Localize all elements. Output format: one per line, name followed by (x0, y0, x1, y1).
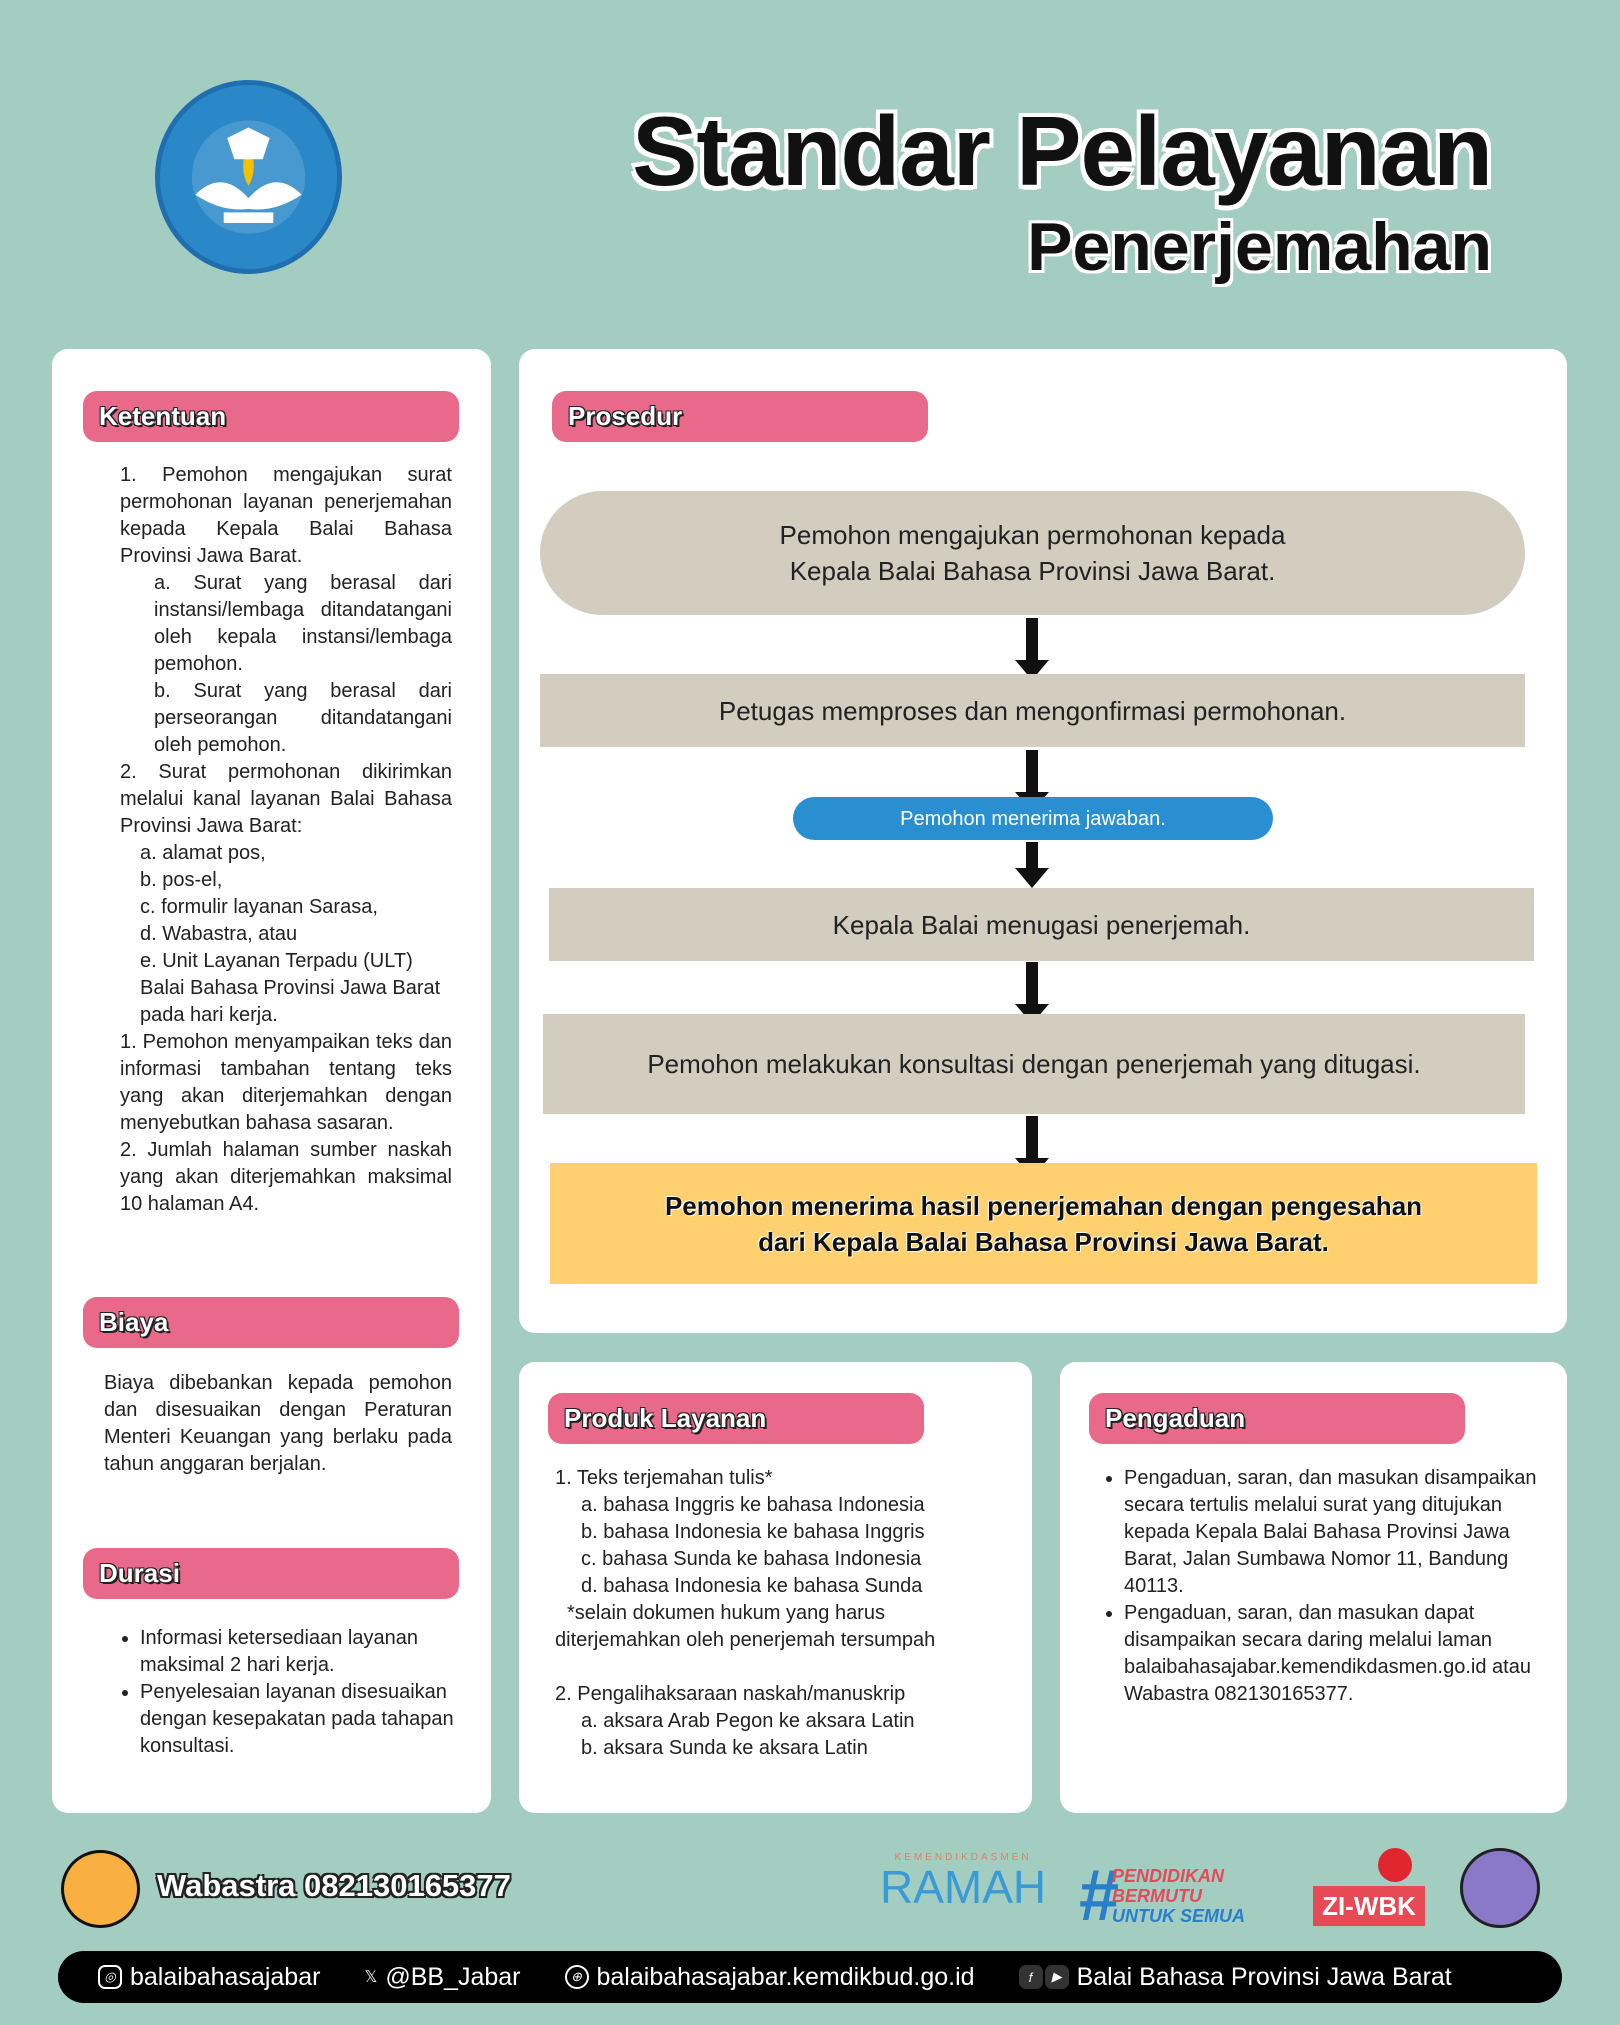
page-title: Standar Pelayanan (632, 96, 1492, 206)
list-item: d. Wabastra, atau (140, 923, 298, 945)
list-item: a. aksara Arab Pegon ke aksara Latin (581, 1710, 915, 1732)
arrow-down-icon (1026, 962, 1038, 1008)
step-2: Petugas memproses dan mengonfirmasi permohonan. (540, 674, 1525, 747)
footer-instagram[interactable] (98, 1963, 320, 1992)
arrow-down-icon (1026, 618, 1038, 664)
arrow-down-icon (1026, 750, 1038, 796)
pengaduan-list (1104, 1465, 1544, 1708)
prosedur-header: Prosedur (552, 391, 928, 442)
list-item: 2. Pengalihaksaraan naskah/manuskrip (555, 1683, 906, 1705)
hashtag-icon: # (1078, 1856, 1119, 1936)
pengaduan-header: Pengaduan (1089, 1393, 1465, 1444)
list-item: 2. Surat permohonan dikirimkan melalui kanal layanan Balai Bahasa Provinsi Jawa Barat: (120, 761, 452, 837)
list-item: • Penyelesaian layanan disesuaikan dengan kesepakatan pada tahapan konsultasi. (140, 1679, 460, 1760)
ziwbk-logo: ZI-WBK (1313, 1886, 1425, 1926)
ketentuan-header: Ketentuan (83, 391, 459, 442)
list-item: 1. Pemohon mengajukan surat permohonan layanan penerjemahan kepada Kepala Balai Bahasa Provinsi Jawa Barat. (120, 464, 452, 567)
list-item: a. Surat yang berasal dari instansi/lembaga ditandatangani oleh kepala instansi/lembaga pemohon. (154, 572, 452, 675)
x-icon: 𝕏 (364, 1969, 378, 1986)
step-6: Pemohon menerima hasil penerjemahan dengan pengesahan dari Kepala Balai Bahasa Provinsi Jawa Barat. (550, 1163, 1537, 1284)
x-handle: @BB_Jabar (385, 1962, 521, 1991)
list-item: b. Surat yang berasal dari perseorangan ditandatangani oleh pemohon. (154, 680, 452, 756)
badge-line: UNTUK SEMUA (1112, 1906, 1246, 1926)
list-item: b. bahasa Indonesia ke bahasa Inggris (581, 1521, 925, 1543)
ramah-logo (880, 1852, 1046, 1911)
footer-x[interactable] (364, 1963, 520, 1992)
list-item: d. bahasa Indonesia ke bahasa Sunda (581, 1575, 923, 1597)
ramah-top: KEMENDIKDASMEN (894, 1852, 1032, 1863)
list-item: b. pos-el, (140, 869, 223, 891)
instagram-handle: balaibahasajabar (130, 1962, 321, 1991)
pendidikan-bermutu-logo (1078, 1855, 1245, 1937)
arrow-down-icon (1026, 1116, 1038, 1162)
instagram-icon: ◎ (98, 1965, 122, 1989)
step-4: Kepala Balai menugasi penerjemah. (549, 888, 1534, 961)
step-1: Pemohon mengajukan permohonan kepada Kepala Balai Bahasa Provinsi Jawa Barat. (540, 491, 1525, 615)
berani-badge-icon (1378, 1848, 1412, 1882)
note: *selain dokumen hukum yang harus (567, 1602, 885, 1624)
footer-facebook[interactable] (1019, 1963, 1452, 1992)
biaya-header: Biaya (83, 1297, 459, 1348)
list-item: c. bahasa Sunda ke bahasa Indonesia (581, 1548, 922, 1570)
list-item: • Pengaduan, saran, dan masukan disampaikan secara tertulis melalui surat yang ditujukan kepada Kepala Balai Bahasa Provinsi Jawa Barat, Jalan Sumbawa Nomor 11, Bandung 40113. (1124, 1465, 1544, 1600)
list-item: c. formulir layanan Sarasa, (140, 896, 378, 918)
ketentuan-list (120, 462, 452, 1218)
list-item: • Informasi ketersediaan layanan maksimal 2 hari kerja. (140, 1625, 460, 1679)
pelayanan-badge-icon (1460, 1848, 1540, 1928)
footer-social-bar (58, 1951, 1562, 2003)
wabastra-logo (61, 1850, 140, 1928)
list-item: 1. Teks terjemahan tulis* (555, 1467, 773, 1489)
website-link: balaibahasajabar.kemdikbud.go.id (596, 1962, 975, 1991)
wabastra-contact: Wabastra 082130165377 (157, 1868, 511, 1903)
tut-wuri-handayani-logo (155, 80, 342, 274)
youtube-icon: ▶ (1045, 1965, 1069, 1989)
list-item: • Pengaduan, saran, dan masukan dapat disampaikan secara daring melalui laman balaibahasajabar.kemendikdasmen.go.id atau Wabastra 082130165377. (1124, 1600, 1544, 1708)
list-item: a. alamat pos, (140, 842, 266, 864)
footer-web[interactable] (565, 1963, 975, 1992)
note: diterjemahkan oleh penerjemah tersumpah (555, 1629, 936, 1651)
list-item: b. aksara Sunda ke aksara Latin (581, 1737, 868, 1759)
arrow-down-icon (1026, 842, 1038, 872)
produk-list (555, 1465, 1025, 1762)
list-item: a. bahasa Inggris ke bahasa Indonesia (581, 1494, 925, 1516)
durasi-list (120, 1625, 460, 1760)
facebook-name: Balai Bahasa Provinsi Jawa Barat (1076, 1962, 1452, 1991)
ramah-text: RAMAH (880, 1861, 1047, 1913)
durasi-header: Durasi (83, 1548, 459, 1599)
badge-line: PENDIDIKAN (1112, 1866, 1225, 1886)
list-item: 1. Pemohon menyampaikan teks dan informasi tambahan tentang teks yang akan diterjemahkan dengan menyebutkan bahasa sasaran. (120, 1031, 452, 1134)
step-3: Pemohon menerima jawaban. (793, 797, 1273, 840)
globe-icon: ⊕ (565, 1965, 589, 1989)
produk-header: Produk Layanan (548, 1393, 924, 1444)
step-5: Pemohon melakukan konsultasi dengan penerjemah yang ditugasi. (543, 1014, 1525, 1114)
page-subtitle: Penerjemahan (1027, 209, 1492, 285)
badge-line: BERMUTU (1112, 1886, 1203, 1906)
facebook-icon: f (1019, 1965, 1043, 1989)
list-item: e. Unit Layanan Terpadu (ULT) Balai Bahasa Provinsi Jawa Barat pada hari kerja. (140, 950, 441, 1026)
biaya-text: Biaya dibebankan kepada pemohon dan disesuaikan dengan Peraturan Menteri Keuangan yang berlaku pada tahun anggaran berjalan. (104, 1372, 452, 1475)
list-item: 2. Jumlah halaman sumber naskah yang akan diterjemahkan maksimal 10 halaman A4. (120, 1139, 452, 1215)
